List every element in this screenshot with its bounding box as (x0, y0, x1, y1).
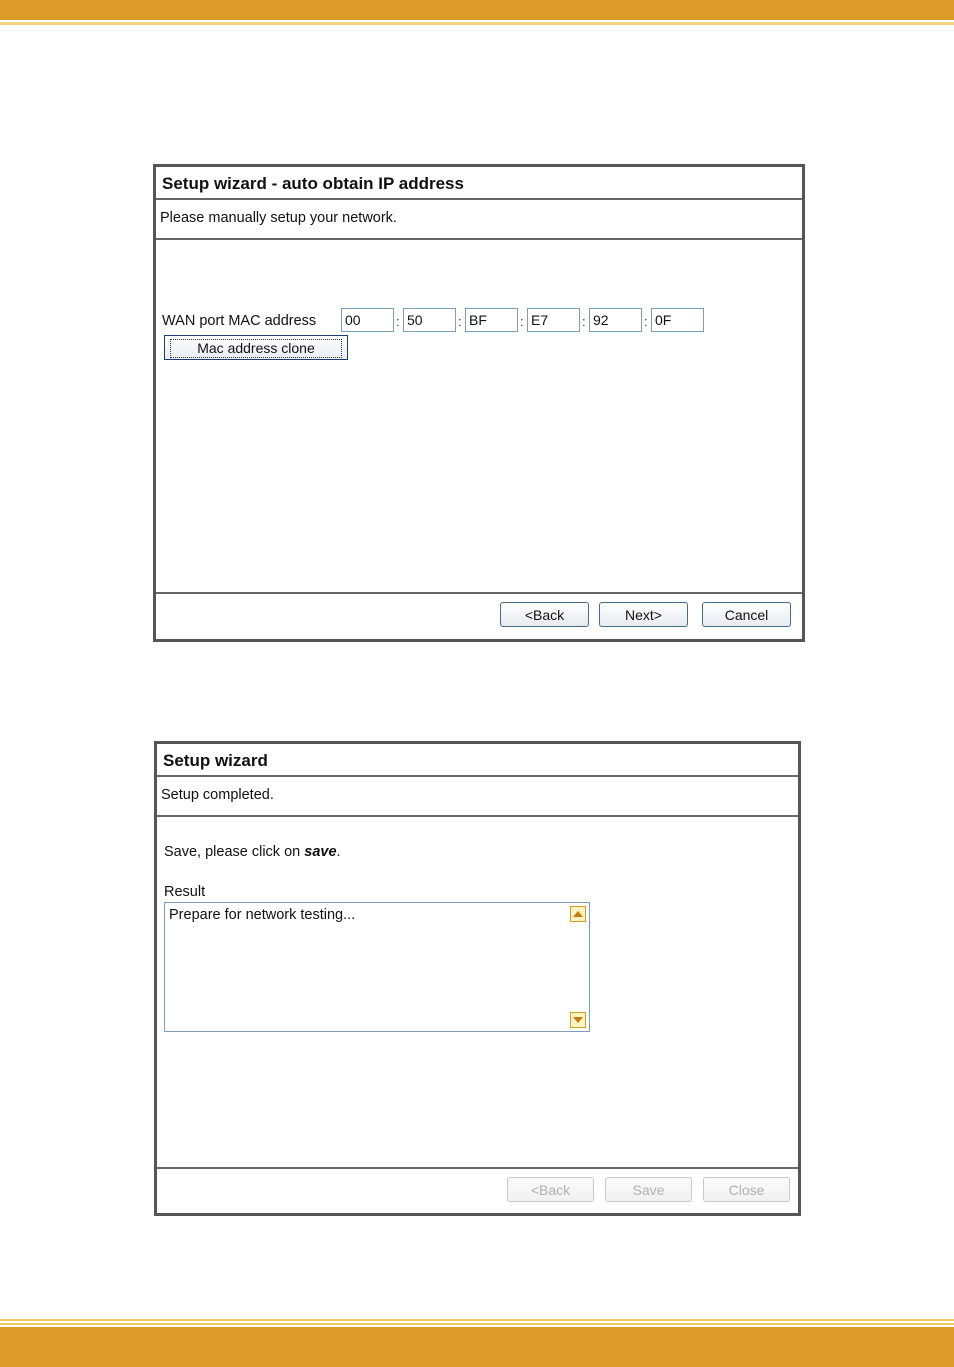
mac-separator: : (644, 314, 648, 329)
mac-octet-2-input[interactable] (403, 308, 456, 332)
result-text: Prepare for network testing... (169, 907, 356, 923)
back-button[interactable]: <Back (500, 602, 589, 627)
header-band-line (0, 22, 954, 25)
mac-separator: : (520, 314, 524, 329)
result-textarea[interactable] (164, 902, 590, 1032)
dialog-footer (156, 592, 802, 639)
mac-octet-4-input[interactable] (527, 308, 580, 332)
dialog-subtitle: Setup completed. (157, 777, 798, 817)
dialog-subtitle: Please manually setup your network. (156, 200, 802, 240)
close-button-disabled[interactable]: Close (703, 1177, 790, 1202)
footer-band-line (0, 1323, 954, 1325)
dialog-title: Setup wizard - auto obtain IP address (156, 167, 802, 200)
dialog-body (157, 817, 798, 1167)
mac-separator: : (458, 314, 462, 329)
dialog-title: Setup wizard (157, 744, 798, 777)
mac-octet-5-input[interactable] (589, 308, 642, 332)
dialog-body (156, 240, 802, 592)
mac-octet-6-input[interactable] (651, 308, 704, 332)
save-instruction: Save, please click on save. (164, 844, 341, 860)
dialog-footer (157, 1167, 798, 1213)
setup-wizard-mac-dialog (153, 164, 805, 642)
mac-address-clone-button[interactable] (164, 335, 348, 360)
footer-band (0, 1327, 954, 1367)
save-button-disabled[interactable]: Save (605, 1177, 692, 1202)
cancel-button[interactable]: Cancel (702, 602, 791, 627)
footer-band-line (0, 1319, 954, 1321)
save-keyword: save (304, 844, 337, 860)
next-button[interactable]: Next> (599, 602, 688, 627)
scroll-down-arrow-icon[interactable] (570, 1012, 586, 1028)
scroll-up-arrow-icon[interactable] (570, 906, 586, 922)
setup-wizard-complete-dialog (154, 741, 801, 1216)
mac-separator: : (582, 314, 586, 329)
mac-address-label: WAN port MAC address (162, 313, 317, 329)
result-label: Result (164, 884, 206, 900)
mac-octet-3-input[interactable] (465, 308, 518, 332)
back-button-disabled[interactable]: <Back (507, 1177, 594, 1202)
mac-octet-1-input[interactable] (341, 308, 394, 332)
header-band (0, 0, 954, 20)
clone-button-label: Mac address clone (170, 339, 342, 358)
mac-separator: : (396, 314, 400, 329)
